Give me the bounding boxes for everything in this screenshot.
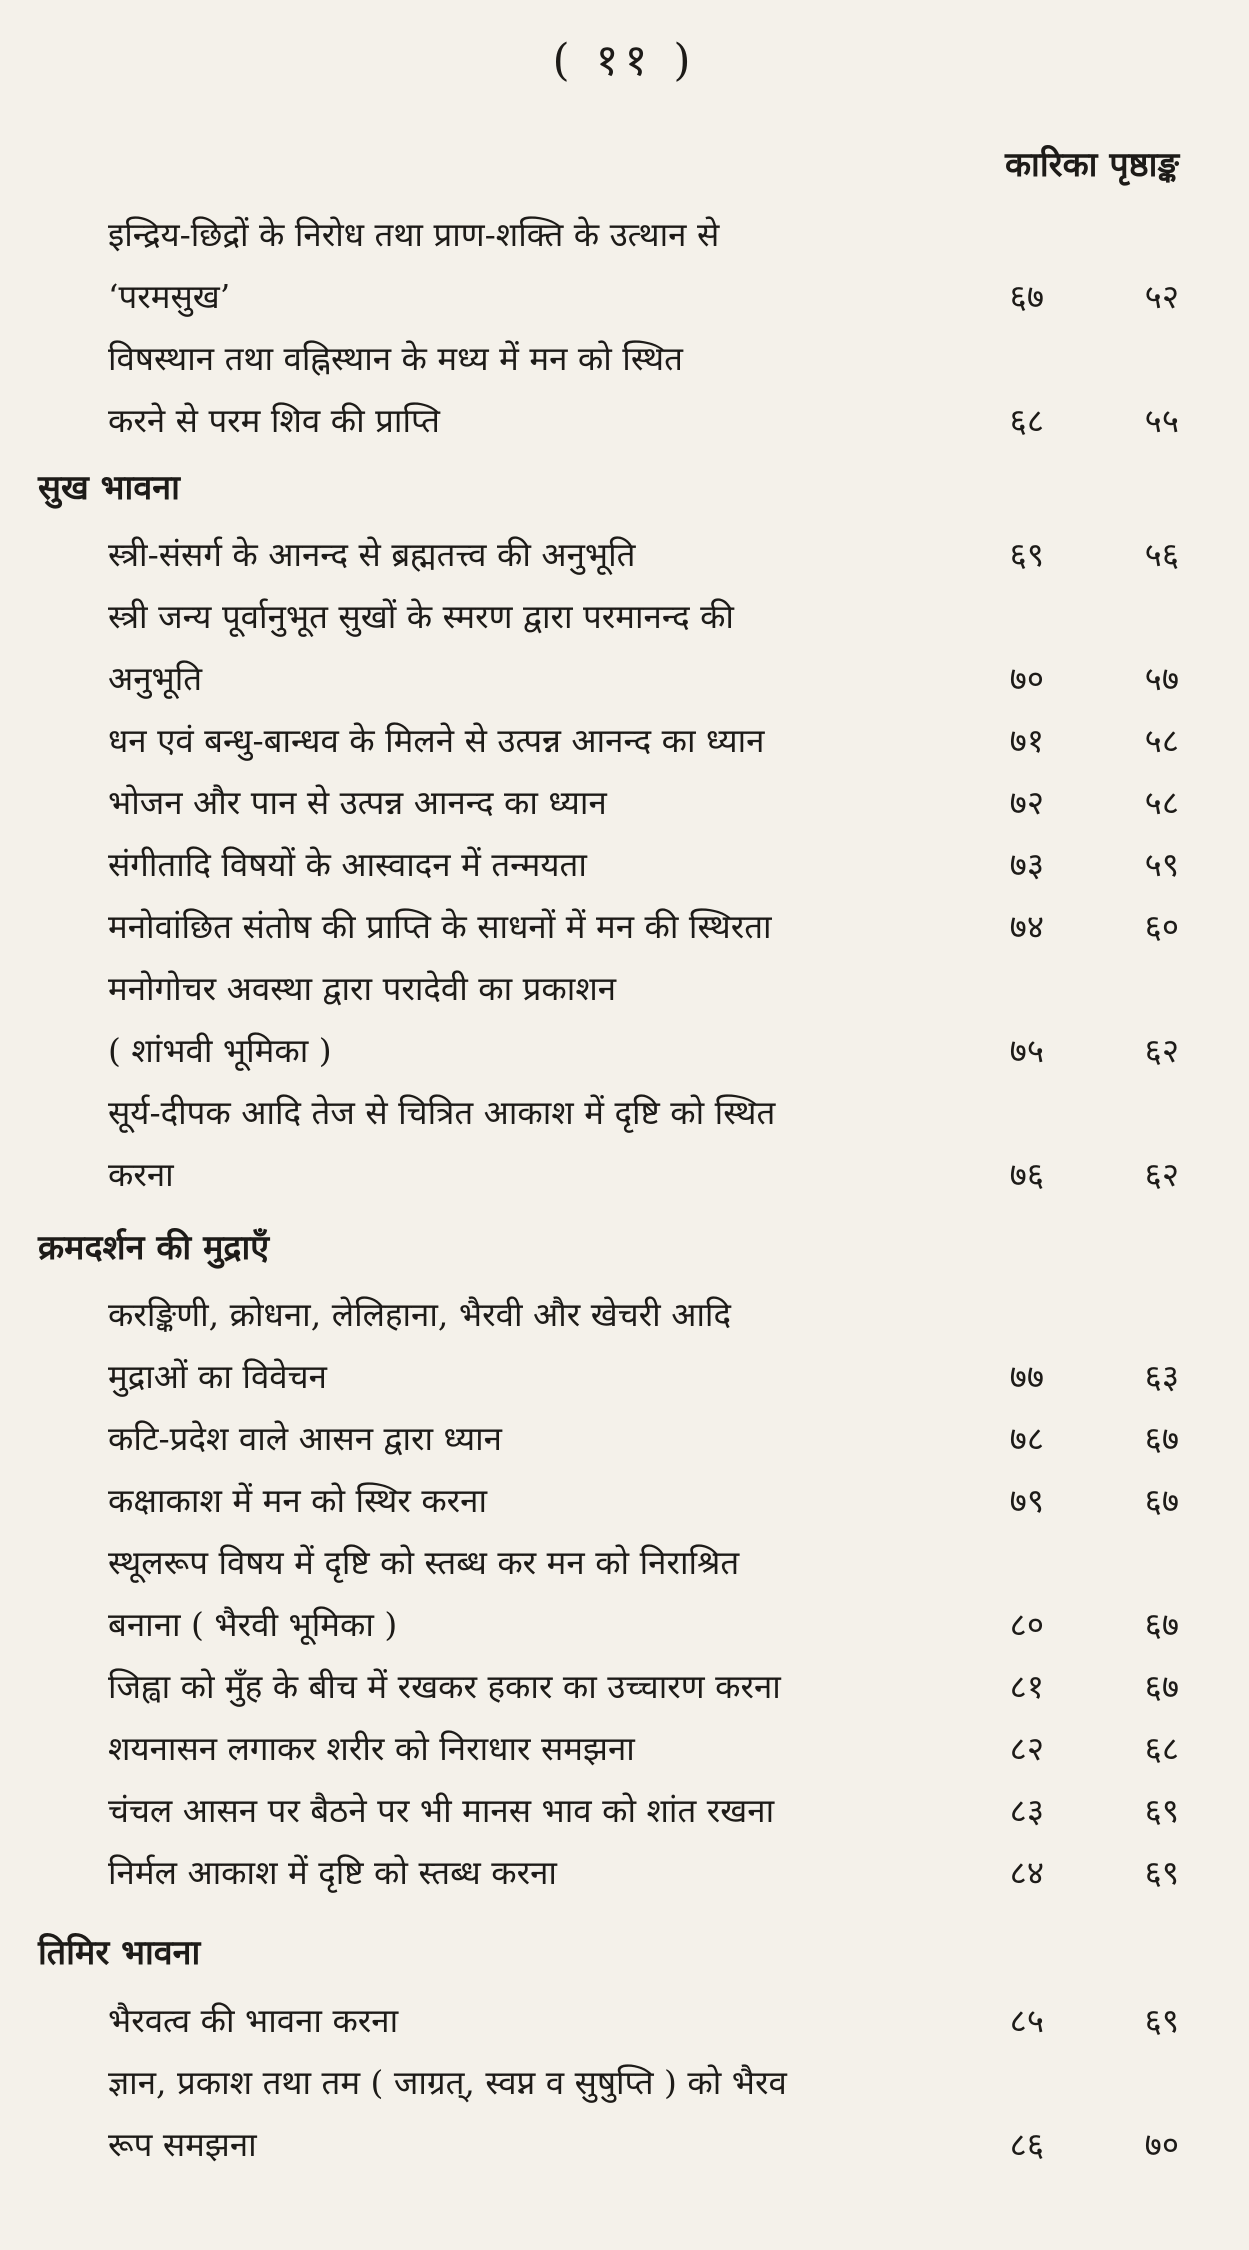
toc-entry-text: धन एवं बन्धु-बान्धव के मिलने से उत्पन्न आनन्द का ध्यान bbox=[108, 721, 765, 760]
karika-number: ७० bbox=[1009, 659, 1044, 698]
toc-row bbox=[0, 205, 1249, 267]
karika-number: ७८ bbox=[1009, 1419, 1044, 1458]
karika-number: ७३ bbox=[1009, 845, 1044, 884]
toc-row bbox=[0, 1719, 1249, 1781]
section-heading: सुख भावना bbox=[38, 468, 180, 508]
page-ref: ६७ bbox=[1144, 1481, 1179, 1520]
toc-entry-text: मनोवांछित संतोष की प्राप्ति के साधनों में मन की स्थिरता bbox=[108, 907, 772, 946]
page-ref: ६७ bbox=[1144, 1605, 1179, 1644]
karika-number: ८२ bbox=[1009, 1729, 1044, 1768]
toc-row bbox=[0, 711, 1249, 773]
toc-row bbox=[0, 1145, 1249, 1207]
column-header: कारिका पृष्ठाङ्क bbox=[1004, 145, 1179, 185]
page-ref: ६२ bbox=[1144, 1155, 1179, 1194]
toc-entry-text: मुद्राओं का विवेचन bbox=[108, 1357, 327, 1396]
page-ref: ६९ bbox=[1144, 1853, 1179, 1892]
karika-number: ६९ bbox=[1009, 535, 1044, 574]
page-ref: ६३ bbox=[1144, 1357, 1179, 1396]
toc-entry-text: स्थूलरूप विषय में दृष्टि को स्तब्ध कर मन को निराश्रित bbox=[108, 1543, 740, 1582]
karika-number: ७६ bbox=[1009, 1155, 1044, 1194]
toc-entry-text: स्त्री-संसर्ग के आनन्द से ब्रह्मतत्त्व की अनुभूति bbox=[108, 535, 636, 574]
toc-entry-text: इन्द्रिय-छिद्रों के निरोध तथा प्राण-शक्ति के उत्थान से bbox=[108, 215, 720, 254]
toc-entry-text: ज्ञान, प्रकाश तथा तम ( जाग्रत्, स्वप्न व सुषुप्ति ) को भैरव bbox=[108, 2063, 787, 2102]
section-heading: क्रमदर्शन की मुद्राएँ bbox=[38, 1228, 270, 1268]
toc-entry-text: रूप समझना bbox=[108, 2125, 257, 2164]
toc-row bbox=[0, 2115, 1249, 2177]
toc-entry-text: चंचल आसन पर बैठने पर भी मानस भाव को शांत रखना bbox=[108, 1791, 775, 1830]
toc-entry-text: जिह्वा को मुँह के बीच में रखकर हकार का उच्चारण करना bbox=[108, 1667, 781, 1706]
toc-entry-text: ‘परमसुख’ bbox=[108, 277, 231, 316]
toc-entry-text: बनाना ( भैरवी भूमिका ) bbox=[108, 1605, 398, 1644]
toc-entry-text: भोजन और पान से उत्पन्न आनन्द का ध्यान bbox=[108, 783, 607, 822]
toc-row bbox=[0, 525, 1249, 587]
page-number: ( ११ ) bbox=[552, 35, 697, 86]
karika-number: ८० bbox=[1009, 1605, 1044, 1644]
toc-entry-text: कक्षाकाश में मन को स्थिर करना bbox=[108, 1481, 488, 1520]
toc-row bbox=[0, 1595, 1249, 1657]
toc-row bbox=[0, 1781, 1249, 1843]
toc-row bbox=[0, 1347, 1249, 1409]
karika-number: ७५ bbox=[1009, 1031, 1044, 1070]
karika-number: ७२ bbox=[1009, 783, 1044, 822]
toc-row bbox=[0, 1843, 1249, 1905]
toc-row bbox=[0, 1533, 1249, 1595]
page-ref: ६७ bbox=[1144, 1667, 1179, 1706]
toc-row bbox=[0, 1471, 1249, 1533]
toc-entry-text: संगीतादि विषयों के आस्वादन में तन्मयता bbox=[108, 845, 587, 884]
toc-entry-text: शयनासन लगाकर शरीर को निराधार समझना bbox=[108, 1729, 635, 1768]
page-ref: ७० bbox=[1144, 2125, 1179, 2164]
karika-number: ७७ bbox=[1009, 1357, 1044, 1396]
karika-number: ८१ bbox=[1009, 1667, 1044, 1706]
toc-row bbox=[0, 267, 1249, 329]
page-ref: ६९ bbox=[1144, 1791, 1179, 1830]
toc-entry-text: सूर्य-दीपक आदि तेज से चित्रित आकाश में दृष्टि को स्थित bbox=[108, 1093, 776, 1132]
toc-row bbox=[0, 2053, 1249, 2115]
toc-row bbox=[0, 391, 1249, 453]
toc-row bbox=[0, 1991, 1249, 2053]
karika-number: ८५ bbox=[1009, 2001, 1044, 2040]
toc-row bbox=[0, 897, 1249, 959]
toc-row bbox=[0, 649, 1249, 711]
page-ref: ५२ bbox=[1144, 277, 1179, 316]
toc-row bbox=[0, 1657, 1249, 1719]
page-ref: ६० bbox=[1144, 907, 1179, 946]
toc-entry-text: ( शांभवी भूमिका ) bbox=[108, 1031, 332, 1070]
karika-number: ६८ bbox=[1009, 401, 1044, 440]
karika-number: ८३ bbox=[1009, 1791, 1044, 1830]
toc-row bbox=[0, 329, 1249, 391]
page-ref: ६८ bbox=[1144, 1729, 1179, 1768]
karika-number: ८६ bbox=[1009, 2125, 1044, 2164]
toc-row bbox=[0, 959, 1249, 1021]
karika-number: ७१ bbox=[1009, 721, 1044, 760]
toc-row bbox=[0, 1083, 1249, 1145]
toc-row bbox=[0, 587, 1249, 649]
toc-entry-text: मनोगोचर अवस्था द्वारा परादेवी का प्रकाशन bbox=[108, 969, 617, 1008]
toc-entry-text: करना bbox=[108, 1155, 174, 1194]
page-ref: ५७ bbox=[1144, 659, 1179, 698]
toc-row bbox=[0, 1409, 1249, 1471]
karika-number: ७९ bbox=[1009, 1481, 1044, 1520]
karika-number: ७४ bbox=[1009, 907, 1044, 946]
toc-entry-text: विषस्थान तथा वह्निस्थान के मध्य में मन को स्थित bbox=[108, 339, 683, 378]
page-ref: ६२ bbox=[1144, 1031, 1179, 1070]
toc-entry-text: स्त्री जन्य पूर्वानुभूत सुखों के स्मरण द्वारा परमानन्द की bbox=[108, 597, 734, 636]
page-ref: ५८ bbox=[1144, 783, 1179, 822]
toc-row bbox=[0, 835, 1249, 897]
toc-entry-text: करने से परम शिव की प्राप्ति bbox=[108, 401, 440, 440]
toc-row bbox=[0, 1285, 1249, 1347]
page-ref: ५५ bbox=[1144, 401, 1179, 440]
toc-entry-text: करङ्किणी, क्रोधना, लेलिहाना, भैरवी और खेचरी आदि bbox=[108, 1295, 732, 1334]
toc-row bbox=[0, 1021, 1249, 1083]
karika-number: ६७ bbox=[1009, 277, 1044, 316]
page-ref: ६७ bbox=[1144, 1419, 1179, 1458]
toc-row bbox=[0, 773, 1249, 835]
karika-number: ८४ bbox=[1009, 1853, 1044, 1892]
page-ref: ५९ bbox=[1144, 845, 1179, 884]
toc-entry-text: कटि-प्रदेश वाले आसन द्वारा ध्यान bbox=[108, 1419, 502, 1458]
toc-entry-text: भैरवत्व की भावना करना bbox=[108, 2001, 399, 2040]
toc-entry-text: निर्मल आकाश में दृष्टि को स्तब्ध करना bbox=[108, 1853, 557, 1892]
page-ref: ६९ bbox=[1144, 2001, 1179, 2040]
page-ref: ५८ bbox=[1144, 721, 1179, 760]
toc-entry-text: अनुभूति bbox=[108, 659, 203, 698]
section-heading: तिमिर भावना bbox=[38, 1933, 201, 1973]
page-ref: ५६ bbox=[1144, 535, 1179, 574]
